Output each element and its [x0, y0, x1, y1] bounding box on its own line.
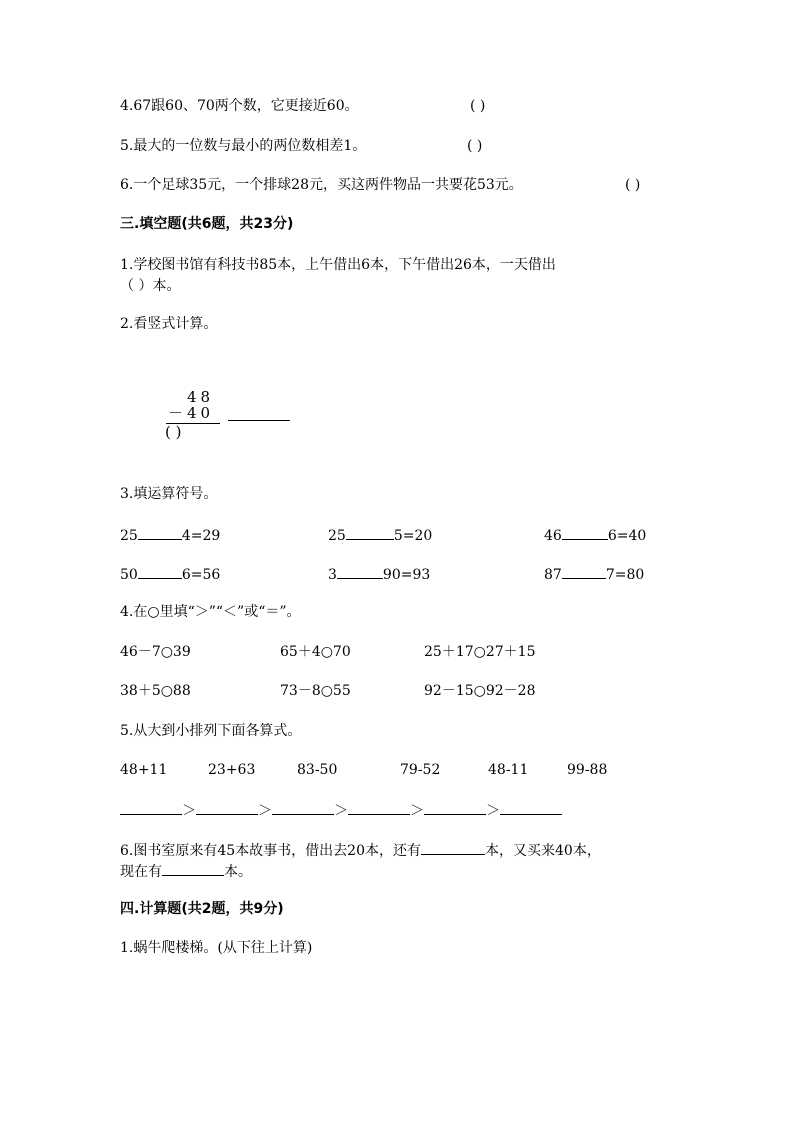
greater-than-sign: ＞: [334, 803, 348, 819]
section-3-heading: 三.填空题(共6题，共23分): [120, 216, 294, 232]
operator-blank[interactable]: [138, 525, 182, 540]
operator-item: 25 5=20: [328, 525, 432, 545]
operator-item: 87 7=80: [544, 564, 644, 584]
fill-question-2-title: 2.看竖式计算。: [120, 316, 218, 332]
expression-item: 23+63: [208, 762, 256, 778]
question-6: [120, 176, 523, 194]
greater-than-sign: ＞: [182, 803, 196, 819]
ordering-row: [120, 800, 562, 820]
expression-item: 79-52: [400, 762, 441, 778]
question-text: 4.67跟60、70两个数，它更接近60。: [120, 98, 359, 114]
expression-item: 48-11: [488, 762, 529, 778]
question-4: [120, 97, 359, 115]
fill-question-6-line1: 6.图书室原来有45本故事书，借出去20本，还有 本，又买来40本，: [120, 840, 601, 860]
operator-blank[interactable]: [138, 564, 182, 579]
operator-blank[interactable]: [346, 525, 394, 540]
question-text: 5.最大的一位数与最小的两位数相差1。: [120, 138, 367, 154]
section-4-heading: 四.计算题(共2题，共9分): [120, 901, 284, 917]
greater-than-sign: ＞: [486, 803, 500, 819]
ordering-blank[interactable]: [348, 800, 410, 815]
vertical-answer-blank[interactable]: [228, 406, 290, 421]
answer-blank[interactable]: [162, 861, 224, 876]
question-5: [120, 137, 366, 155]
operator-blank[interactable]: [562, 525, 608, 540]
operator-item: 46 6=40: [544, 525, 646, 545]
ordering-blank[interactable]: [120, 800, 182, 815]
expression-item: 48+11: [120, 762, 168, 778]
greater-than-sign: ＞: [258, 803, 272, 819]
fill-question-4-title: 4.在○里填“＞”“＜”或“＝”。: [120, 604, 301, 620]
compare-item[interactable]: 46－7○39: [120, 644, 191, 660]
compare-item[interactable]: 25＋17○27＋15: [424, 644, 536, 660]
ordering-blank[interactable]: [272, 800, 334, 815]
operator-item: 25 4=29: [120, 525, 220, 545]
compare-item[interactable]: 65＋4○70: [280, 644, 351, 660]
fill-question-1-line2: （ ）本。: [120, 278, 181, 294]
calc-question-1: 1.蜗牛爬楼梯。(从下往上计算): [120, 940, 313, 956]
greater-than-sign: ＞: [410, 803, 424, 819]
compare-item[interactable]: 73－8○55: [280, 683, 351, 699]
ordering-blank[interactable]: [424, 800, 486, 815]
vertical-answer-paren[interactable]: ( ): [165, 423, 182, 441]
operator-item: 3 90=93: [328, 564, 430, 584]
ordering-blank[interactable]: [196, 800, 258, 815]
answer-paren-4[interactable]: ( ): [470, 98, 486, 114]
fill-question-5-title: 5.从大到小排列下面各算式。: [120, 723, 302, 739]
vertical-subtract-line: －40: [168, 404, 215, 422]
fill-question-1-line1: 1.学校图书馆有科技书85本，上午借出6本，下午借出26本，一天借出: [120, 257, 556, 273]
fill-question-6-line2: 现在有 本。: [120, 861, 252, 881]
question-text: 6.一个足球35元，一个排球28元，买这两件物品一共要花53元。: [120, 177, 523, 193]
vertical-top-number: 48: [187, 388, 215, 406]
answer-blank[interactable]: [421, 840, 485, 855]
operator-item: 50 6=56: [120, 564, 220, 584]
answer-paren-5[interactable]: ( ): [467, 138, 483, 154]
expression-item: 99-88: [567, 762, 608, 778]
operator-blank[interactable]: [337, 564, 383, 579]
ordering-blank[interactable]: [500, 800, 562, 815]
fill-question-3-title: 3.填运算符号。: [120, 486, 218, 502]
expression-item: 83-50: [297, 762, 338, 778]
compare-item[interactable]: 38＋5○88: [120, 683, 191, 699]
answer-paren-6[interactable]: ( ): [625, 177, 641, 193]
compare-item[interactable]: 92－15○92－28: [424, 683, 536, 699]
operator-blank[interactable]: [562, 564, 606, 579]
